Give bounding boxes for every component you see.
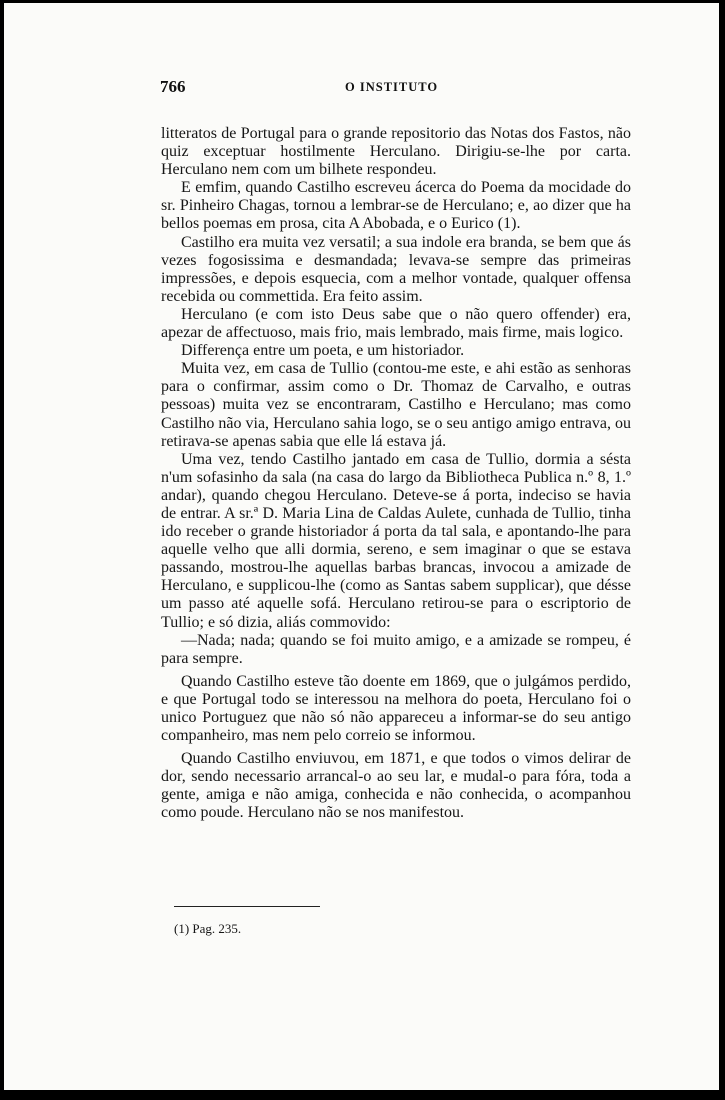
paragraph: Quando Castilho enviuvou, em 1871, e que todos o vimos delirar de dor, sendo necessario arrancal-o ao seu lar, e mudal-o para fóra, toda a gente, amiga e não amiga, conhecida e não conhecida, o acompanhou como poude. Herculano não se nos manifestou. [161,750,631,822]
paragraph: litteratos de Portugal para o grande repositorio das Notas dos Fastos, não quiz exceptuar hostilmente Herculano. Dirigiu-se-lhe por carta. Herculano nem com um bilhete respondeu. [161,125,631,179]
paragraph: —Nada; nada; quando se foi muito amigo, e a amizade se rompeu, é para sempre. [161,631,631,667]
paragraph: Castilho era muita vez versatil; a sua indole era branda, se bem que ás vezes fogosissima e desmandada; levava-se sempre das primeiras impressões, e depois esquecia, com a melhor vontade, qualquer offensa recebida ou commettida. Era feito assim. [161,233,631,305]
paragraph: Herculano (e com isto Deus sabe que o não quero offender) era, apezar de affectuoso, mais frio, mais lembrado, mais firme, mais logico. [161,305,631,342]
paragraph: Uma vez, tendo Castilho jantado em casa de Tullio, dormia a sésta n'um sofasinho da sala (na casa do largo da Bibliotheca Publica n.º 8, 1.º andar), quando chegou Herculano. Deteve-se á porta, indeciso se havia de entrar. A sr.ª D. Maria Lina de Caldas Aulete, cunhada de Tullio, tinha ido receber o grande historiador á porta da tal sala, e apontando-lhe para aquelle velho que alli dormia, sereno, e sem imaginar o que se estava passando, mostrou-lhe aquellas barbas brancas, invocou a amizade de Herculano, e supplicou-lhe (como as Santas sabem supplicar), que désse um passo até aquelle sofá. Herculano retirou-se para o escriptorio de Tullio; e só dizia, aliás commovido: [161,450,631,631]
paragraph: Quando Castilho esteve tão doente em 1869, que o julgámos perdido, e que Portugal todo se interessou na melhora do poeta, Herculano foi o unico Portuguez que não só não appareceu a informar-se do seu antigo companheiro, mas nem pelo correio se informou. [161,672,631,745]
footnote-rule [174,906,320,907]
paragraph: Differença entre um poeta, e um historiador. [181,342,465,360]
footnote: (1) Pag. 235. [174,921,242,936]
page-header [160,77,635,101]
running-title: O INSTITUTO [345,80,439,94]
paragraph: E emfim, quando Castilho escreveu ácerca do Poema da mocidade do sr. Pinheiro Chagas, tornou a lembrar-se de Herculano; e, ao dizer que ha bellos poemas em prosa, cita A Abobada, e o Eurico (1). [161,179,631,233]
body-text [161,125,631,823]
book-page [4,3,719,1090]
page-number: 766 [160,77,186,96]
paragraph: Muita vez, em casa de Tullio (contou-me este, e ahi estão as senhoras para o confirmar, assim como o Dr. Thomaz de Carvalho, e outras pessoas) muita vez se encontraram, Castilho e Herculano; mas como Castilho não via, Herculano sahia logo, se o seu antigo amigo entrava, ou retirava-se apenas sabia que elle lá estava já. [161,360,631,450]
